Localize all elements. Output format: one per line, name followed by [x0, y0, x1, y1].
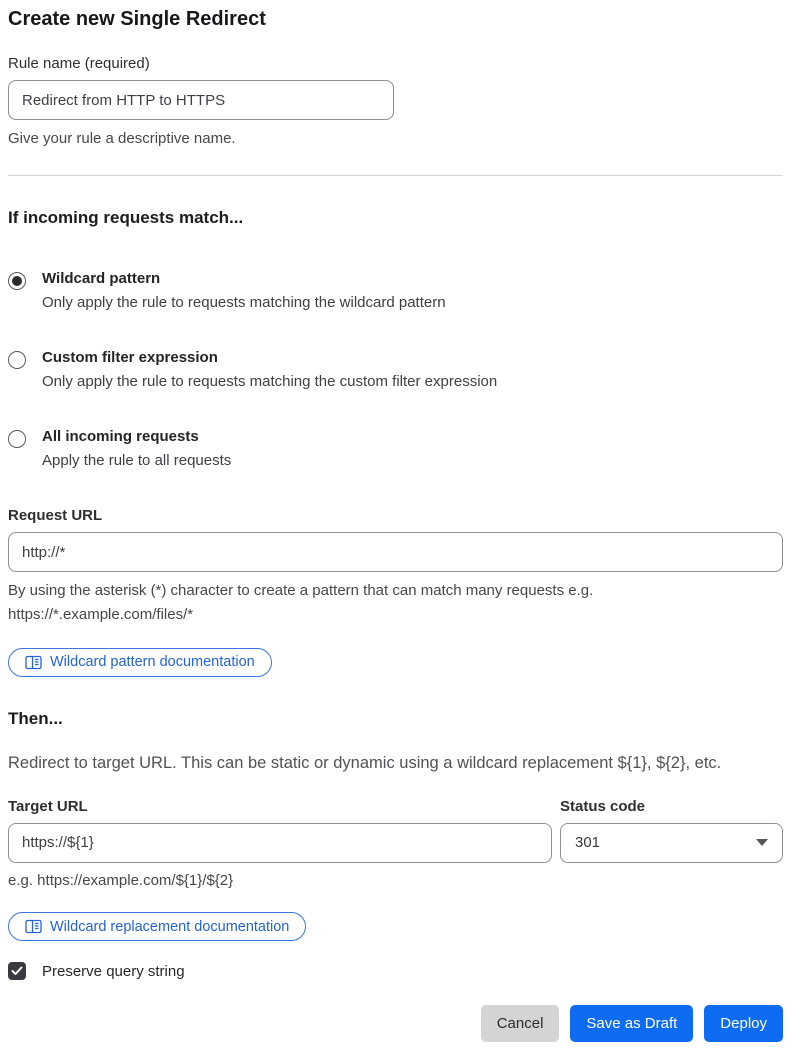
radio-label: Custom filter expression	[42, 349, 218, 367]
match-type-radio-group	[8, 270, 783, 469]
match-section-heading: If incoming requests match...	[8, 208, 244, 228]
checkbox-icon[interactable]	[8, 962, 26, 980]
rule-name-field	[8, 55, 783, 150]
status-code-select[interactable]	[560, 823, 783, 863]
target-url-field	[8, 798, 552, 863]
radio-label: Wildcard pattern	[42, 270, 161, 288]
request-url-input[interactable]	[8, 532, 783, 572]
status-code-value: 301	[575, 834, 601, 852]
doc-button-label: Wildcard replacement documentation	[50, 918, 290, 935]
then-section-heading: Then...	[8, 708, 63, 728]
radio-option-custom-filter[interactable]	[8, 349, 783, 390]
request-url-label: Request URL	[8, 507, 103, 525]
wildcard-pattern-docs-button[interactable]	[8, 648, 272, 677]
radio-option-wildcard-pattern[interactable]	[8, 270, 783, 311]
target-url-help: e.g. https://example.com/${1}/${2}	[8, 871, 234, 889]
section-divider	[8, 175, 783, 176]
book-icon	[25, 919, 42, 934]
status-code-label: Status code	[560, 797, 646, 815]
rule-name-label: Rule name (required)	[8, 55, 150, 72]
cancel-button[interactable]: Cancel	[481, 1005, 560, 1042]
wildcard-replacement-docs-button[interactable]	[8, 912, 306, 941]
page-title: Create new Single Redirect	[8, 8, 266, 30]
radio-option-all-requests[interactable]	[8, 428, 783, 469]
request-url-help: By using the asterisk (*) character to create a pattern that can match many requests e.g. https://*.example.com/files/*	[8, 582, 594, 623]
deploy-button[interactable]: Deploy	[704, 1005, 783, 1042]
preserve-query-checkbox-row[interactable]	[8, 962, 783, 980]
target-row	[8, 798, 783, 863]
preserve-query-label: Preserve query string	[42, 962, 185, 980]
radio-description: Only apply the rule to requests matching the custom filter expression	[42, 373, 498, 391]
radio-button-icon[interactable]	[8, 351, 26, 369]
radio-button-icon[interactable]	[8, 430, 26, 448]
radio-label: All incoming requests	[42, 428, 199, 446]
request-url-field	[8, 507, 783, 626]
status-code-field	[560, 798, 783, 863]
radio-button-icon[interactable]	[8, 272, 26, 290]
target-url-input[interactable]	[8, 823, 552, 863]
doc-button-label: Wildcard pattern documentation	[50, 654, 255, 671]
book-icon	[25, 655, 42, 670]
radio-description: Only apply the rule to requests matching the wildcard pattern	[42, 294, 446, 312]
rule-name-input[interactable]	[8, 80, 394, 120]
target-url-label: Target URL	[8, 797, 88, 815]
save-as-draft-button[interactable]: Save as Draft	[570, 1005, 693, 1042]
then-description: Redirect to target URL. This can be static or dynamic using a wildcard replacement ${1}, ${2}, etc.	[8, 753, 722, 772]
radio-description: Apply the rule to all requests	[42, 452, 232, 470]
footer-actions	[8, 1005, 783, 1042]
rule-name-help: Give your rule a descriptive name.	[8, 130, 236, 147]
chevron-down-icon	[756, 839, 768, 846]
